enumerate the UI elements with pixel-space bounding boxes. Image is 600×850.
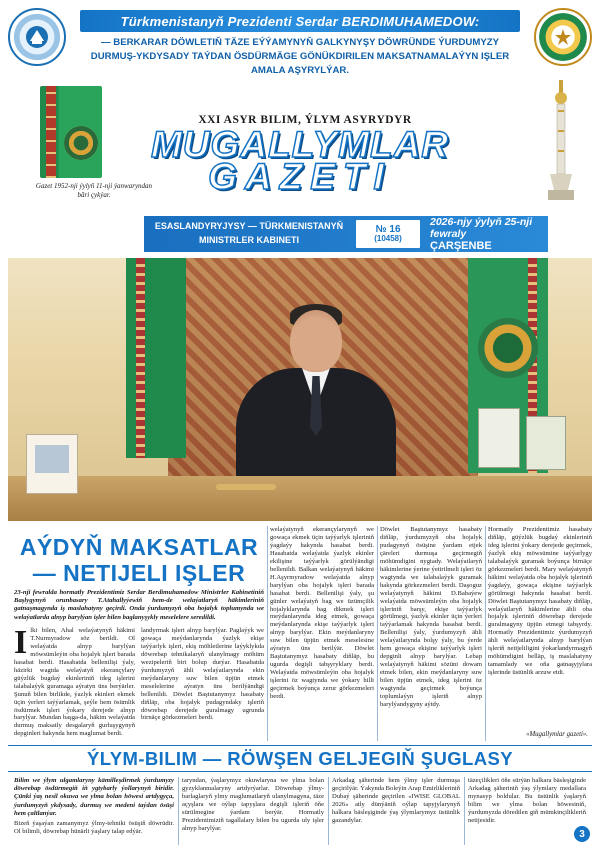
president-photo	[8, 258, 592, 521]
article1-column-1	[14, 627, 135, 743]
column-divider	[178, 777, 179, 845]
column-divider	[485, 526, 486, 741]
article1-column-2-text: landyrmak işleri alnyp barylýar. Paglaýyk we gowaça meýdanlarynda ýazlyk ekişe taýýarlyk işleri, ekiş möhletlerine laýyklykda döwrebap tehnikalaryň ulanylmagy möhüm wezipeleriň biri bolup durýar. Hasabatda ýurdumyzyň ähli welaýatlarynda ekin meýdanlaryny suw bilen üpjün etmek meselelerine aýratyn üns berilýändigi bellenildi. Döwlet Baştutanymyz hasabaty diňläp, oba hojalyk pudagyndaky işleriň döwrebap derejede guralmagy ugrunda birnäçe görkezmeleri berdi.	[141, 627, 264, 722]
article2-lead: Bilim we ýlym ulgamlaryny kämilleşdirmek ýurdumyzy döwrebap ösdürmegiň iň ygtybarly ýollarynyň biridir. Çünki ýaş nesil okuwa we ylma bolan höwesi artdygyça, ýurdumyzyň ykdysady, durmuş we medeni taýdan ösüşi hem çaltlanýar.	[14, 777, 174, 817]
issue-total: (10458)	[374, 234, 402, 243]
article2-column-1	[14, 820, 174, 846]
president-slogan: — BERKARAR DÖWLETIŇ TÄZE EÝÝAMYNYŇ GALKYNYŞY DÖWRÜNDE ÝURDUMYZY DURMUŞ-YKDYSADY TAÝDAN ÖSDÜRMÄGE GÖNÜKDIRILEN MAKSATNAMALAÝYN IŞLER AMALA AŞYRYLÝAR.	[90, 37, 510, 76]
page-number: 3	[574, 826, 590, 842]
column-divider	[267, 526, 268, 741]
issue-number-box	[356, 220, 420, 248]
article1-column-4	[380, 526, 482, 741]
masthead-info-bar	[144, 216, 548, 252]
article2-headline-band	[8, 745, 592, 772]
article2-column-2-text: taryndan, ýaşlarymyz okuwlaryna we ylma bolan gyzyklanmalaryny artdyrýarlar. Döwrebap ýlmy-barlaglaryň ylmy maglumatlaryň ulanylmagyna, täze açyşlara we oýlap tapyşlara degişli işleriň öňe sürülmegine ýardam berýär. Hormatly Prezidentimiziň tagallalary bilen bu ugurda uly işler alnyp barylýar.	[182, 777, 324, 832]
article1-headline: AÝDYŇ MAKSATLAR — NETIJELI IŞLER	[19, 534, 259, 586]
anniversary-emblem-icon	[534, 8, 592, 66]
monument-tower-icon	[546, 80, 576, 205]
column-divider	[328, 777, 329, 845]
century-motto: XXI ASYR BILIM, ÝLYM ASYRYDYR	[198, 114, 412, 126]
article2-column-2	[182, 777, 324, 847]
newspaper-subtitle: GAZETI	[208, 156, 392, 197]
article2-column-4	[468, 777, 586, 843]
article1-column-2	[141, 627, 264, 743]
issue-number: № 16	[375, 224, 401, 235]
article1-column-3-text: welaýatynyň ekerançylarynyň we gowaça ekmek üçin taýýarlyk işleriniň ýagdaýy hakynda hasabat berdi. Hasabatda welaýatda ýazlyk ekinler ekilişine taýýarlyk görülýändigi bellenildi. Balkan welaýatynyň häkimi H.Aşyrmyradow welaýatda alnyp barylýan oba hojalyk işleri barada hasabat berdi. Bellenilişi ýaly, şu günler welaýatyň bag we üzümçilik hojalyklarynda bag dikmek işleri meýdanlarynda ideg etmek, gowaça meýdanlarynda ekişe taýýarlyk işleri alnyp barylýar. Ekin meýdanlaryny suw bilen üpjün etmek meselesine aýratyn üns berilýär. Döwlet Baştutanymyz hasabaty diňläp, bu ugurda degişli tabşyryklary berdi. Welaýatda möwsümleýin oba hojalyk işlerini öz wagtynda we ýokary hilli geçirmek boýunça zerur görkezmeleri berdi.	[270, 526, 374, 701]
article1-column-3	[270, 526, 374, 741]
article1-column-5	[488, 526, 592, 731]
article1-column-1-text: lki bilen, Ahal welaýatynyň häkimi T.Nurmyradow söz berildi. Ol welaýatda alnyp barylýan möwsümleýin oba hojalyk işleri barada hasabat berdi. Hasabatda bellenilişi ýaly, häzirki wagtda welaýatyň ekerançylary güýzlük bugdaý ekinleriniň ideg işlerini talabalaýyk guramaga aýratyn üns berýärler. Şunuň bilen birlikde, ýazlyk ekinleri ekmek üçin ýerleri taýýarlamak, şeýle hem ösümlik ösdürmek işleri ýokary derejede alnyp barylýar. Mundan başga-da, häkim welaýatda durmuş maksatly desgalaryň gurluşygynyň depginleri hakynda hem maglumat berdi.	[14, 627, 135, 738]
article2-column-1-text: Bizeň ýaşaýan zamanymyz ýlmy-tehniki ösüşiň döwrüdir. Ol bilimli, döwrebap hünärli ýaşlary talap edýär.	[14, 820, 174, 835]
article1-column-5-text: Hormatly Prezidentimiz hasabaty diňläp, güýzlük bugdaý ekinleriniň ideg işlerini ýokary derejede geçirmek, ýazlyk ekiş möwsümine taýýarlygy talabalaýyk guramak boýunça birnäçe görkezmeleri berdi. Mary welaýatynyň häkimi welaýatda oba hojalyk işleriniň ýagdaýy, gowaça ekişine taýýarlyk görülmegi hakynda hasabat berdi. Döwlet Baştutanymyz hasabaty diňläp, welaýatlaryň häkimlerine ähli oba hojalyk işleriniň döwrebap derejede guralmagyny üpjün etmegi tabşyrdy. Hormatly Prezidentimiz ýurdumyzyň ähli welaýatlarynda alnyp barylýan işleriň netijeliligini ýokarlandyrmagyň möhümdigini belläp, iş maslahatyny tamamlady we oňa gatnaşyjylara işlerinde üstünlik arzuw etdi.	[488, 526, 592, 677]
date-block	[422, 216, 548, 252]
publication-since-note: Gazet 1952-nji ýylyň 11-nji ýanwaryndan bări çykýar.	[35, 182, 153, 199]
article2-column-3-text: Arkadag şäherinde hem ýlmy işler durmuşa geçirilýär. Ýakynda Boleýin Arap Emirlikleriniň Dubaý şäherinde geçirilen «IWISE GLOBAL 2026» atly dünýäniň oýlap tapyjylarynyň halkara bäsleşiginde ýaş ýlymlarymyz üstünlik gazandylar.	[332, 777, 460, 824]
article2-column-3	[332, 777, 460, 847]
article1-signature: «Mugallymlar gazeti».	[526, 731, 588, 738]
article1-dropcap: I	[14, 627, 28, 661]
founder-line: ESASLANDYRYJYSY — TÜRKMENISTANYŇ MINISTRLER KABINETI	[154, 221, 344, 245]
issue-weekday: ÇARŞENBE	[430, 240, 492, 252]
column-divider	[377, 526, 378, 741]
article2-headline: ÝLYM-BILIM — RÖWŞEN GELJEGIŇ ŞUGLASY	[87, 747, 513, 769]
newspaper-title: MUGALLYMLAR	[150, 124, 450, 165]
issue-date: 2026-njy ýylyň 25-nji fewraly	[430, 216, 533, 240]
national-flag-icon	[40, 86, 102, 178]
president-quote-banner: Türkmenistanyň Prezidenti Serdar BERDIMUHAMEDOW:	[80, 10, 520, 32]
column-divider	[464, 777, 465, 845]
article1-lead: 23-nji fewralda hormatly Prezidentimiz Serdar Berdimuhamedow Ministrler Kabinetiniň Başlygynyň orunbasary T.Atahallyýewiň hem-de welaýatlaryň häkimleriniň gatnaşmagynda iş maslahatyny geçirdi. Onda ýurdumyzyň oba hojalyk toplumynda we welaýatlarda alnyp barylýan işler bilen baglanyşykly meselelere seredildi.	[14, 589, 264, 621]
ministry-emblem-icon	[8, 8, 66, 66]
article1-column-4-text: Döwlet Baştutanymyz hasabaty diňläp, ýurdumyzyň oba hojalyk pudagynyň ösüşine ýardam etjek çäreleri durmuşa geçirmegiň möhümdigini nygtady. Welaýatlaryň häkimlerine ýerine ýetirilmeli işleri öz wagtynda we talabalaýyk guramak hakynda görkezmeleri berdi. Daşoguz welaýatynyň häkimi D.Babaýew welaýatda möwsümleýin oba hojalyk işleriniň barşy, ekişe taýýarlyk görülmegi, ýazlyk ekinler üçin ýerleri taýýarlamak hakynda hasabat berdi. Bellenilişi ýaly, ýurdumyzyň ähli welaýatlarynda bolşy ýaly, bu ýerde hem gowaça ekişine taýýarlyk işleri depginli alnyp barylýar. Lebap welaýatynyň häkimi sözüni dowam etmek bilen, ekin meýdanlaryny suw bilen üpjün etmek, ideg işlerini öz wagtynda geçirmek boýunça toplumlaýyn işleriň alnyp barylýandygyny aýtdy.	[380, 526, 482, 708]
article2-column-4-text: täzeçilikleri öňe sürýän halkara bäsleşiginde Arkadag şäheriniň ýaş ýlymlary medallara mynasyp boldular. Bu üstünlik ýaşlaryň bilim we ylma bolan höwesiniň, ýurdumyzda döredilen giň mümkinçilikleriň netijesidir.	[468, 777, 586, 824]
